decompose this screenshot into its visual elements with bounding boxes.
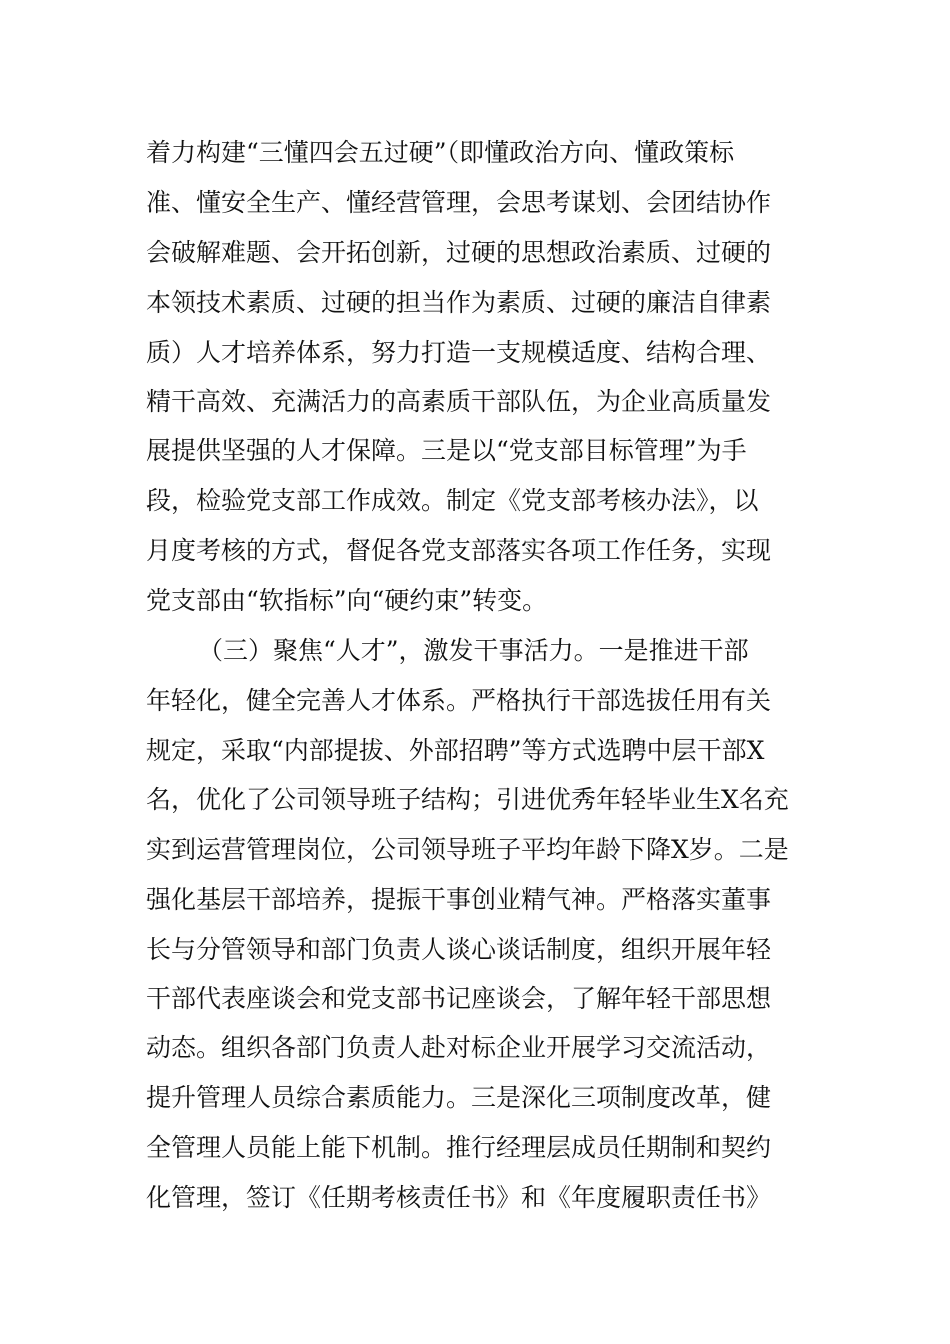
text-line: 实到运营管理岗位，公司领导班子平均年龄下降X岁。二是 (146, 835, 789, 864)
text-line: 月度考核的方式，督促各党支部落实各项工作任务，实现 (146, 536, 772, 565)
text-line: 准、懂安全生产、懂经营管理，会思考谋划、会团结协作 (146, 188, 772, 217)
text-line: 全管理人员能上能下机制。推行经理层成员任期制和契约 (146, 1133, 772, 1162)
text-line: 年轻化，健全完善人才体系。严格执行干部选拔任用有关 (146, 686, 772, 715)
text-line: 强化基层干部培养，提振干事创业精气神。严格落实董事 (146, 885, 772, 914)
text-line: 动态。组织各部门负责人赴对标企业开展学习交流活动， (146, 1033, 772, 1062)
text-line: 长与分管领导和部门负责人谈心谈话制度，组织开展年轻 (146, 935, 772, 964)
text-line: 党支部由“软指标”向“硬约束”转变。 (146, 586, 548, 615)
text-line: 会破解难题、会开拓创新，过硬的思想政治素质、过硬的 (146, 238, 772, 267)
text-line: 质）人才培养体系，努力打造一支规模适度、结构合理、 (146, 338, 772, 367)
text-line: 着力构建“三懂四会五过硬”（即懂政治方向、懂政策标 (146, 138, 735, 167)
text-line: 提升管理人员综合素质能力。三是深化三项制度改革，健 (146, 1083, 772, 1112)
text-line: 本领技术素质、过硬的担当作为素质、过硬的廉洁自律素 (146, 288, 772, 317)
text-line: 名，优化了公司领导班子结构；引进优秀年轻毕业生X名充 (146, 785, 789, 814)
text-line: 段，检验党支部工作成效。制定《党支部考核办法》，以 (146, 486, 759, 515)
text-line: 规定，采取“内部提拔、外部招聘”等方式选聘中层干部X (146, 736, 765, 765)
text-line: 展提供坚强的人才保障。三是以“党支部目标管理”为手 (146, 436, 747, 465)
text-line: 精干高效、充满活力的高素质干部队伍，为企业高质量发 (146, 387, 772, 416)
section-heading-line: （三）聚焦“人才”，激发干事活力。一是推进干部 (198, 636, 749, 665)
text-line: 干部代表座谈会和党支部书记座谈会，了解年轻干部思想 (146, 984, 772, 1013)
text-line: 化管理，签订《任期考核责任书》和《年度履职责任书》 (146, 1183, 772, 1212)
